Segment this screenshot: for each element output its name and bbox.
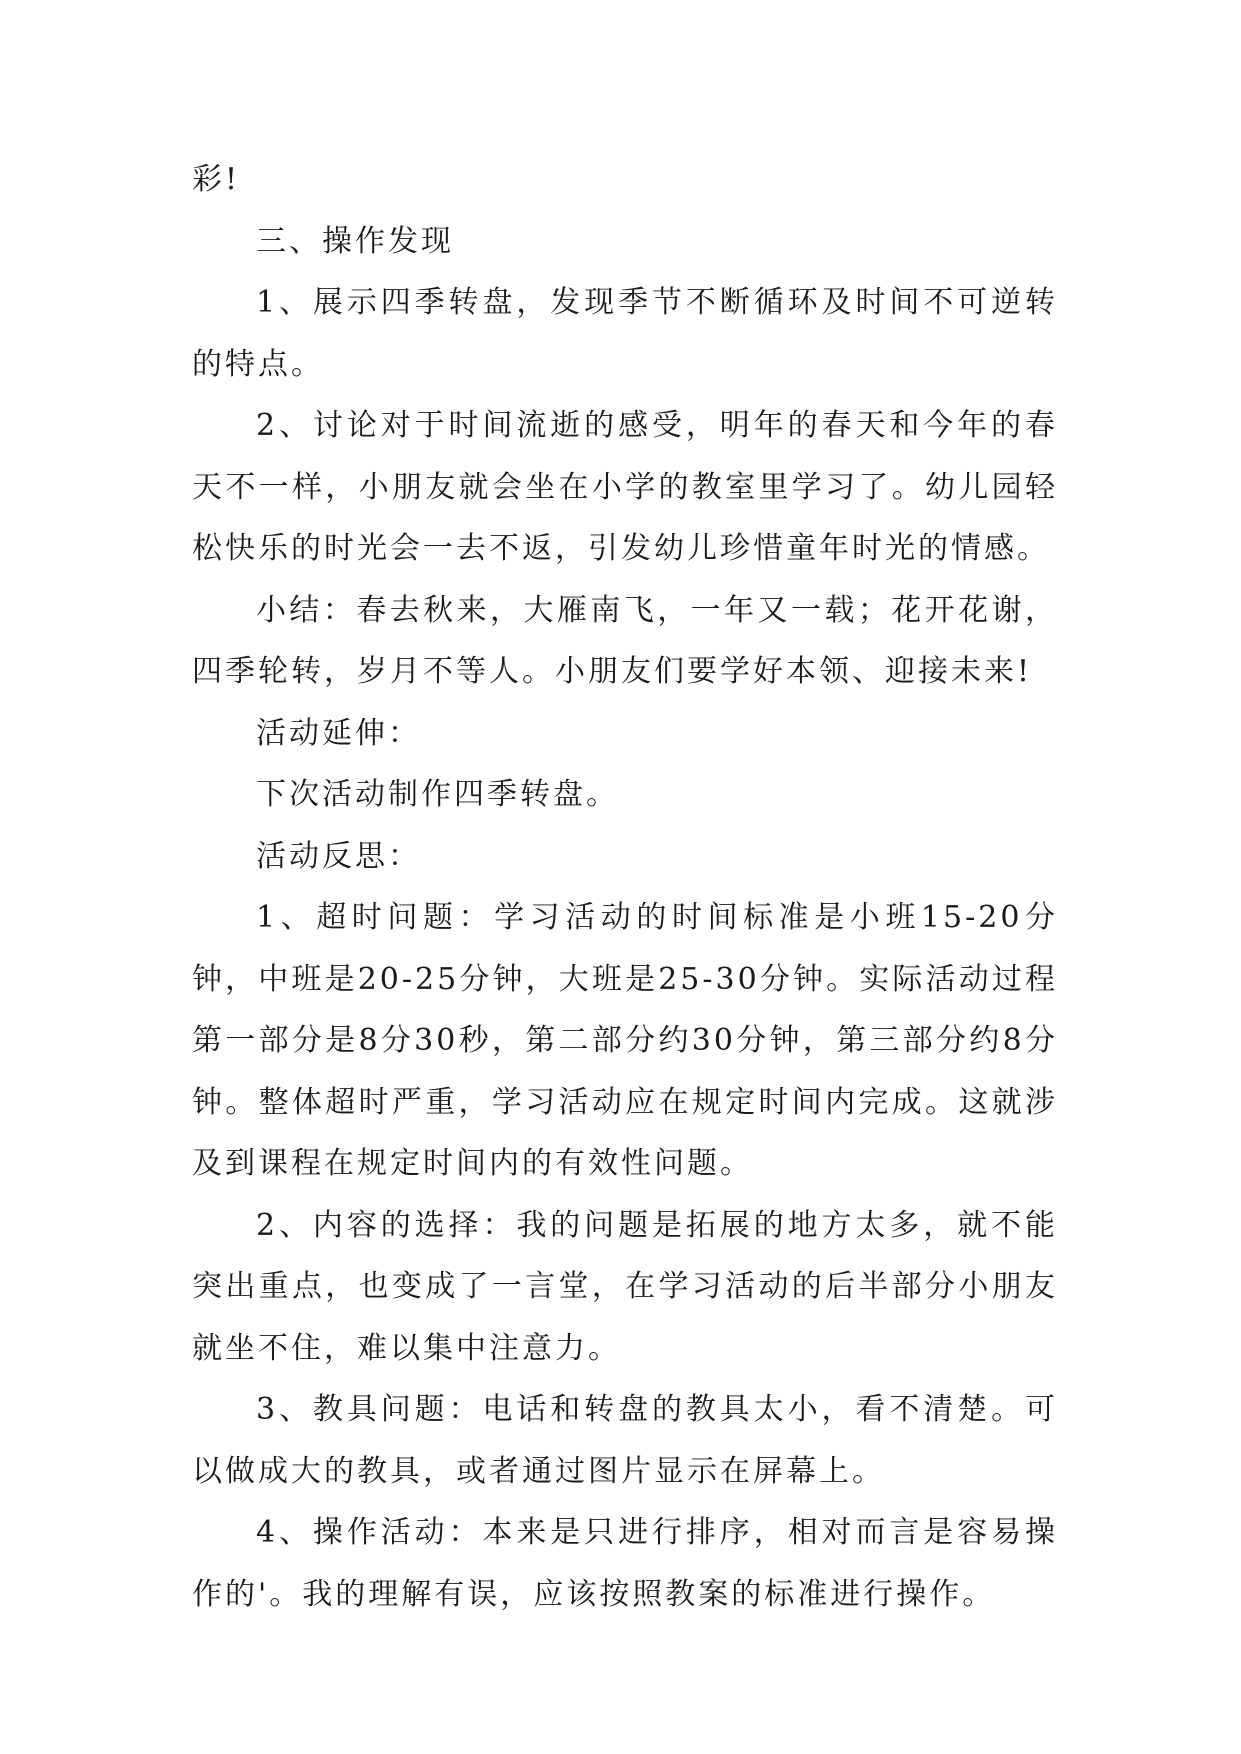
list-item-1: 1、展示四季转盘，发现季节不断循环及时间不可逆转的特点。 (192, 285, 1058, 382)
continuation-paragraph: 彩! (192, 162, 241, 197)
extension-paragraph: 下次活动制作四季转盘。 (256, 777, 619, 812)
list-item-2: 2、讨论对于时间流逝的感受，明年的春天和今年的春天不一样，小朋友就会坐在小学的教室里学习了。幼儿园轻松快乐的时光会一去不返，引发幼儿珍惜童年时光的情感。 (192, 408, 1058, 566)
section-heading-reflection: 活动反思： (256, 838, 421, 874)
document-body (192, 149, 1058, 1625)
section-heading-extension: 活动延伸： (256, 715, 421, 751)
reflection-item-3: 3、教具问题：电话和转盘的教具太小，看不清楚。可以做成大的教具，或者通过图片显示在屏幕上。 (192, 1392, 1058, 1489)
reflection-item-1: 1、超时问题：学习活动的时间标准是小班15-20分钟，中班是20-25分钟，大班是25-30分钟。实际活动过程第一部分是8分30秒，第二部分约30分钟，第三部分约8分钟。整体超时严重，学习活动应在规定时间内完成。这就涉及到课程在规定时间内的有效性问题。 (192, 900, 1058, 1181)
reflection-item-2: 2、内容的选择：我的问题是拓展的地方太多，就不能突出重点，也变成了一言堂，在学习活动的后半部分小朋友就坐不住，难以集中注意力。 (192, 1207, 1058, 1366)
section-heading-operation: 三、操作发现 (256, 223, 454, 259)
reflection-item-4: 4、操作活动：本来是只进行排序，相对而言是容易操作的'。我的理解有误，应该按照教案的标准进行操作。 (192, 1515, 1058, 1612)
summary-paragraph: 小结：春去秋来，大雁南飞，一年又一载；花开花谢，四季轮转，岁月不等人。小朋友们要学好本领、迎接未来! (192, 592, 1058, 689)
